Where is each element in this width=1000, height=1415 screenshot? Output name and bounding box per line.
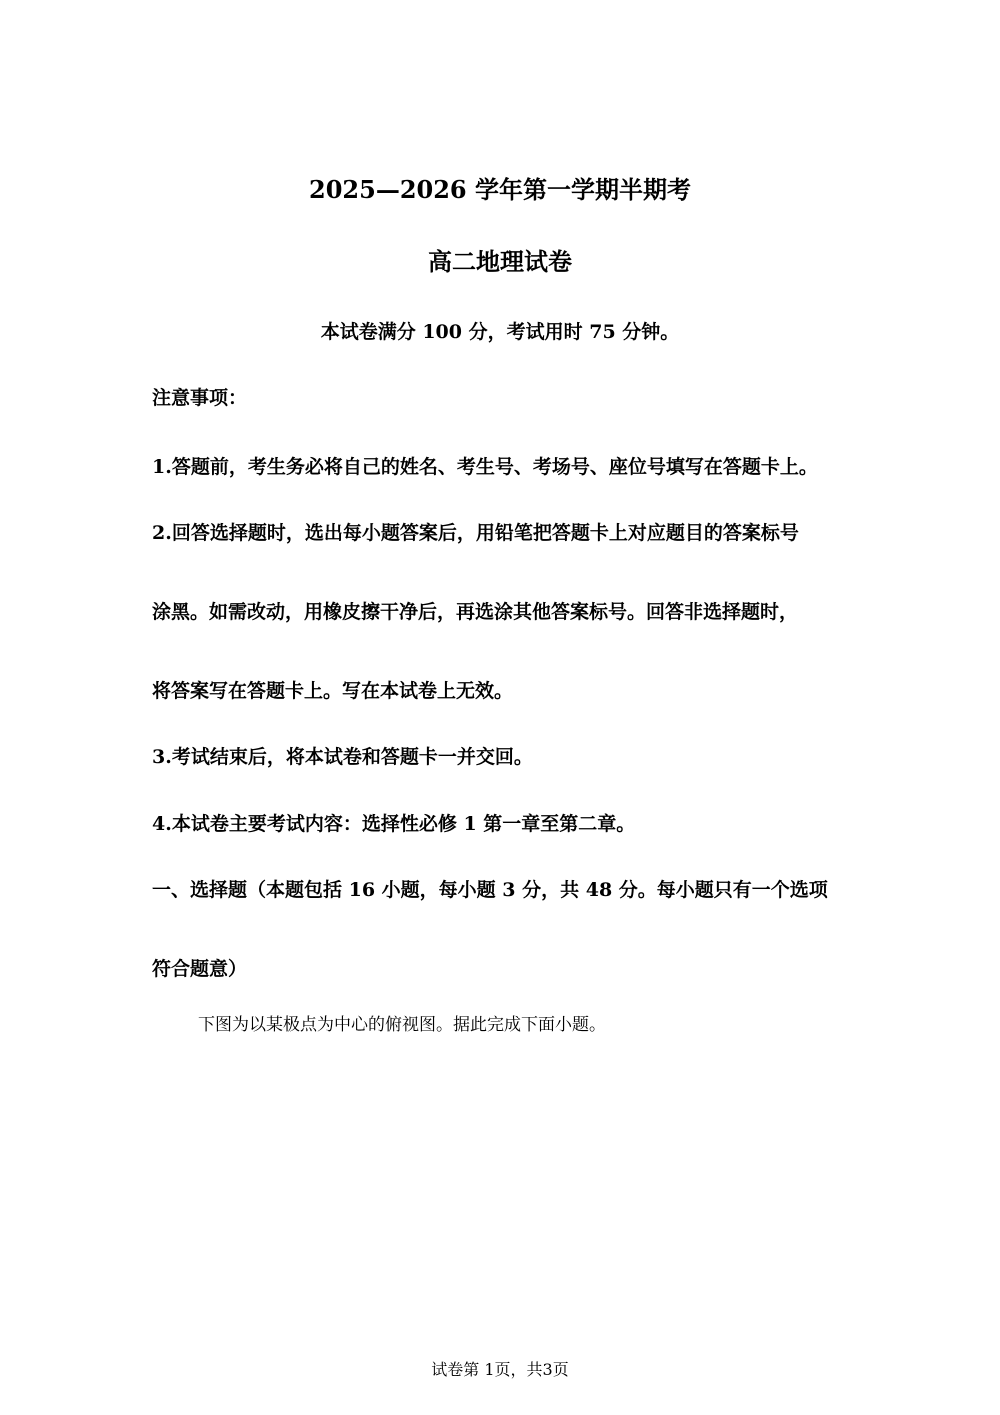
section-heading: 一、选择题（本题包括 16 小题，每小题 3 分，共 48 分。每小题只有一个选项 (152, 879, 828, 901)
exam-info: 本试卷满分 100 分，考试用时 75 分钟。 (320, 321, 680, 343)
note-line: 4.本试卷主要考试内容：选择性必修 1 第一章至第二章。 (152, 813, 636, 835)
exam-subject: 高二地理试卷 (428, 247, 572, 276)
note-line: 1.答题前，考生务必将自己的姓名、考生号、考场号、座位号填写在答题卡上。 (152, 456, 818, 478)
notes-heading: 注意事项： (152, 387, 248, 409)
note-line: 2.回答选择题时，选出每小题答案后，用铅笔把答题卡上对应题目的答案标号 (152, 522, 799, 544)
note-line: 涂黑。如需改动，用橡皮擦干净后，再选涂其他答案标号。回答非选择题时， (152, 601, 799, 623)
note-line: 将答案写在答题卡上。写在本试卷上无效。 (152, 680, 514, 702)
note-line: 3.考试结束后，将本试卷和答题卡一并交回。 (152, 746, 533, 768)
section-heading-continued: 符合题意） (152, 958, 248, 980)
exam-title: 2025—2026 学年第一学期半期考 (309, 175, 691, 204)
page-footer: 试卷第 1页，共3页 (431, 1360, 569, 1379)
question-intro: 下图为以某极点为中心的俯视图。据此完成下面小题。 (198, 1015, 606, 1035)
